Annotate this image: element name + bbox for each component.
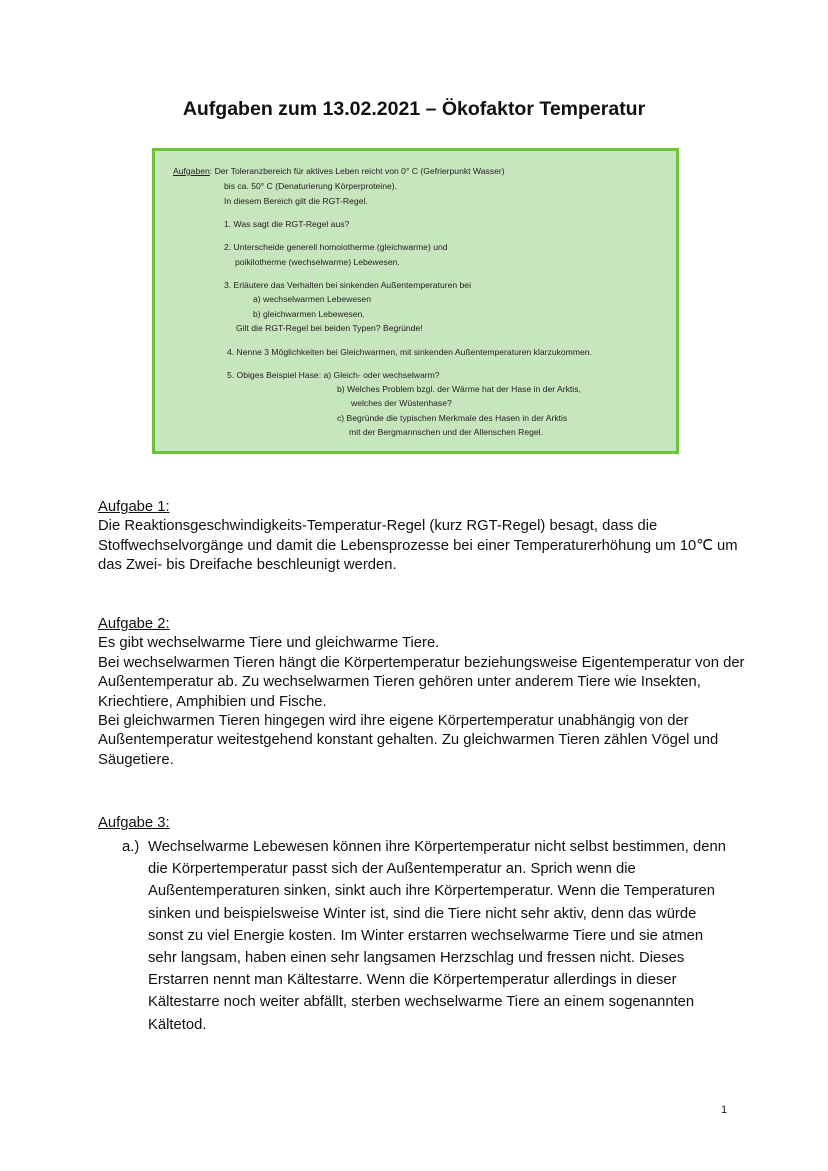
- task-intro-line: [173, 166, 505, 176]
- task-question-5c-cont: mit der Bergmannschen und der Allenschen Regel.: [349, 427, 543, 437]
- task-question-3-cont: Gilt die RGT-Regel bei beiden Typen? Begründe!: [236, 323, 423, 333]
- aufgabe-2-heading: Aufgabe 2:: [98, 616, 170, 632]
- task-question-5: 5. Obiges Beispiel Hase: a) Gleich- oder wechselwarm?: [227, 370, 440, 380]
- task-question-1: 1. Was sagt die RGT-Regel aus?: [224, 219, 350, 229]
- aufgabe-3-heading: Aufgabe 3:: [98, 815, 170, 831]
- page-title: Aufgaben zum 13.02.2021 – Ökofaktor Temperatur: [182, 98, 646, 120]
- task-question-3b: b) gleichwarmen Lebewesen.: [253, 309, 365, 319]
- aufgabe-3-section: [98, 814, 748, 833]
- aufgabe-3-item-a: [122, 836, 732, 1036]
- task-question-5b: b) Welches Problem bzgl. der Wärme hat der Hase in der Arktis,: [337, 384, 581, 394]
- aufgabe-2-paragraph-1: Es gibt wechselwarme Tiere und gleichwarme Tiere.: [98, 635, 440, 652]
- task-question-5c: c) Begründe die typischen Merkmale des Hasen in der Arktis: [337, 413, 568, 423]
- task-intro-text: : Der Toleranzbereich für aktives Leben reicht von 0° C (Gefrierpunkt Wasser): [209, 166, 505, 176]
- task-label: Aufgaben: [173, 166, 210, 176]
- aufgabe-3-item-a-text: Wechselwarme Lebewesen können ihre Körpertemperatur nicht selbst bestimmen, denn die Körpertemperatur passt sich der Außentemperatur an. Sprich wenn die Außentemperaturen sinken, sinkt auch ihre Körpertemperatur. Wenn die Temperaturen sinken und beispielsweise Winter ist, sind die Tiere nicht sehr aktiv, denn das würde sonst zu viel Energie kosten. Im Winter erstarren wechselwarme Tiere und sie atmen sehr langsam, haben einen sehr langsamen Herzschlag und fressen nicht. Dieses Erstarren nennt man Kältestarre. Wenn die Körpertemperatur allerdings in dieser Kältestarre noch weiter abfällt, sterben wechselwarme Tiere an einem sogenannten Kältetod.: [148, 839, 726, 1033]
- task-question-3a: a) wechselwarmen Lebewesen: [253, 294, 371, 304]
- aufgabe-1-heading: Aufgabe 1:: [98, 499, 170, 515]
- aufgabe-1-text: Die Reaktionsgeschwindigkeits-Temperatur-Regel (kurz RGT-Regel) besagt, dass die Stoffwechselvorgänge und damit die Lebensprozesse bei einer Temperaturerhöhung um 10℃ um das Zwei- bis Dreifache beschleunigt werden.: [98, 518, 738, 574]
- aufgabe-2-section: [98, 615, 748, 770]
- task-box: [152, 148, 679, 454]
- task-question-5b-cont: welches der Wüstenhase?: [351, 398, 452, 408]
- task-intro-line-3: In diesem Bereich gilt die RGT-Regel.: [224, 196, 368, 206]
- aufgabe-2-paragraph-3: Bei gleichwarmen Tieren hingegen wird ihre eigene Körpertemperatur unabhängig von der Außentemperatur weitestgehend konstant gehalten. Zu gleichwarmen Tieren zählen Vögel und Säugetiere.: [98, 713, 719, 768]
- task-intro-line-2: bis ca. 50° C (Denaturierung Körperproteine).: [224, 181, 398, 191]
- task-question-2: 2. Unterscheide generell homoiotherme (gleichwarme) und: [224, 242, 448, 252]
- list-marker: a.): [122, 839, 140, 855]
- task-question-2-cont: poikilotherme (wechselwarme) Lebewesen.: [235, 257, 400, 267]
- aufgabe-2-paragraph-2: Bei wechselwarmen Tieren hängt die Körpertemperatur beziehungsweise Eigentemperatur von der Außentemperatur ab. Zu wechselwarmen Tieren gehören unter anderem Tiere wie Insekten, Kriechtiere, Amphibien und Fische.: [98, 654, 745, 710]
- aufgabe-1-section: [98, 498, 748, 576]
- page-number: 1: [721, 1104, 728, 1116]
- task-question-3: 3. Erläutere das Verhalten bei sinkenden Außentemperaturen bei: [224, 280, 471, 290]
- task-question-4: 4. Nenne 3 Möglichkeiten bei Gleichwarmen, mit sinkenden Außentemperaturen klarzukommen.: [227, 347, 592, 357]
